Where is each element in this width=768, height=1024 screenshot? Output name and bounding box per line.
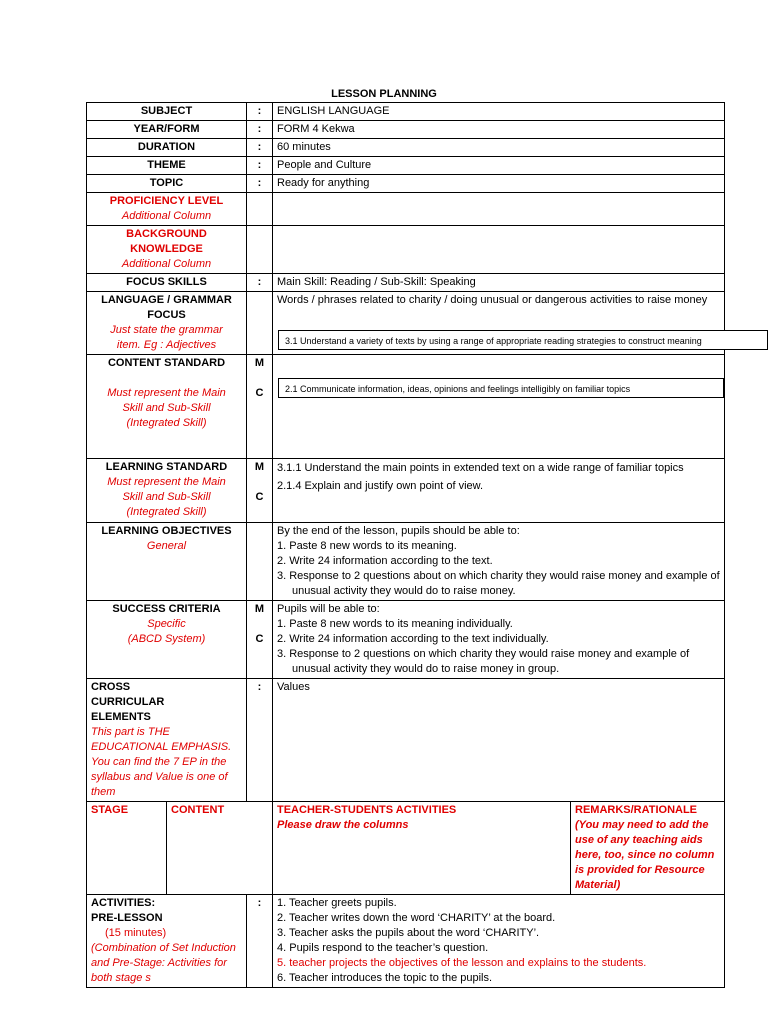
remarks-header: REMARKS/RATIONALE [575,804,698,816]
objectives-cell [87,523,247,601]
m-marker: M [254,357,265,369]
colon: : [247,103,273,121]
list-item: 2. Write 24 information according to the text. [277,555,493,567]
learning-standard-values [273,459,725,523]
empty-cell [247,523,273,601]
activities-header: TEACHER-STUDENTS ACTIVITIES [277,804,457,816]
row-learning-standard [87,459,725,523]
colon: : [247,139,273,157]
learning-standard-main: 3.1.1 Understand the main points in extended text on a wide range of familiar topics [277,462,684,474]
prelesson-label-1: ACTIVITIES: [91,897,156,909]
row-subject [87,103,725,121]
row-header [87,802,725,895]
success-cell [87,601,247,679]
success-list [277,617,720,677]
content-header: CONTENT [167,802,273,895]
list-item: 3. Teacher asks the pupils about the word ‘CHARITY’. [277,927,540,939]
row-background [87,226,725,274]
row-topic [87,175,725,193]
list-item: 1. Teacher greets pupils. [277,897,397,909]
row-theme [87,157,725,175]
empty-cell [247,226,273,274]
mc-cell [247,459,273,523]
focus-label: FOCUS SKILLS [87,274,247,292]
content-standard-sub-box: 2.1 Communicate information, ideas, opinions and feelings intelligibly on familiar topics [278,378,724,398]
colon: : [247,157,273,175]
colon: : [247,274,273,292]
list-item: 3. Response to 2 questions on which charity they would raise money and example of unusual activity they would do to raise money in group. [277,648,690,675]
content-standard-cell [87,355,247,459]
list-item: 3. Response to 2 questions about on which charity they would raise money and example of unusual activity they would do to raise money. [277,570,720,597]
row-success [87,601,725,679]
proficiency-label: PROFICIENCY LEVEL [109,195,224,207]
lesson-plan-table [86,102,725,988]
list-item: 1. Paste 8 new words to its meaning. [277,540,457,552]
subject-value: ENGLISH LANGUAGE [273,103,725,121]
colon: : [247,121,273,139]
c-marker: C [255,633,264,645]
row-year [87,121,725,139]
proficiency-cell [87,193,247,226]
success-label: SUCCESS CRITERIA [112,603,221,615]
language-label: LANGUAGE / GRAMMAR FOCUS [101,294,232,321]
colon: : [247,679,273,802]
empty-cell [247,292,273,355]
row-objectives [87,523,725,601]
year-value: FORM 4 Kekwa [273,121,725,139]
row-proficiency [87,193,725,226]
c-marker: C [255,491,264,503]
list-item: 6. Teacher introduces the topic to the pupils. [277,972,493,984]
objectives-intro: By the end of the lesson, pupils should be able to: [277,525,520,537]
cross-note: This part is THE EDUCATIONAL EMPHASIS. You can find the 7 EP in the syllabus and Value is one of them [91,726,232,798]
c-marker: C [255,387,264,399]
content-standard-note: Must represent the Main Skill and Sub-Skill (Integrated Skill) [107,387,226,429]
topic-label: TOPIC [87,175,247,193]
background-cell [87,226,247,274]
duration-value: 60 minutes [273,139,725,157]
list-item: 5. teacher projects the objectives of the lesson and explains to the students. [277,957,647,969]
empty-cell [273,226,725,274]
row-prelesson [87,895,725,988]
empty-cell [273,193,725,226]
topic-value: Ready for anything [273,175,725,193]
objectives-note: General [146,540,187,552]
learning-standard-sub: 2.1.4 Explain and justify own point of view. [277,480,484,492]
theme-label: THEME [87,157,247,175]
stage-header: STAGE [87,802,167,895]
success-intro: Pupils will be able to: [277,603,380,615]
remarks-header-note: (You may need to add the use of any teaching aids here, too, since no column is provided for Resource Material) [575,819,715,891]
prelesson-steps [273,895,725,988]
learning-standard-cell [87,459,247,523]
row-cross-curricular [87,679,725,802]
focus-value: Main Skill: Reading / Sub-Skill: Speaking [273,274,725,292]
m-marker: M [254,461,265,473]
activities-header-cell [273,802,571,895]
remarks-header-cell [571,802,725,895]
year-label: YEAR/FORM [87,121,247,139]
content-standard-label: CONTENT STANDARD [107,357,226,369]
cross-cell [87,679,247,802]
colon: : [247,895,273,988]
activities-header-note: Please draw the columns [277,819,409,831]
cross-label: CROSS CURRICULAR ELEMENTS [91,681,165,723]
mc-cell [247,601,273,679]
success-note-1: Specific [147,618,186,630]
colon: : [247,175,273,193]
list-item: 4. Pupils respond to the teacher’s question. [277,942,489,954]
theme-value: People and Culture [273,157,725,175]
prelesson-duration: (15 minutes) [105,927,167,939]
learning-standard-note: Must represent the Main Skill and Sub-Skill (Integrated Skill) [107,476,226,518]
row-duration [87,139,725,157]
language-note: Just state the grammar item. Eg : Adjectives [110,324,223,351]
language-value: Words / phrases related to charity / doing unusual or dangerous activities to raise money [273,292,725,355]
row-focus [87,274,725,292]
objectives-list [277,539,720,599]
success-note-2: (ABCD System) [127,633,206,645]
m-marker: M [254,603,265,615]
row-content-standard [87,355,725,459]
background-label: BACKGROUND KNOWLEDGE [126,228,207,255]
page-title: LESSON PLANNING [331,88,437,100]
objectives-values [273,523,725,601]
duration-label: DURATION [87,139,247,157]
language-cell [87,292,247,355]
prelesson-note: (Combination of Set Induction and Pre-Stage: Activities for both stage s [91,942,236,984]
prelesson-cell [87,895,247,988]
list-item: 2. Teacher writes down the word ‘CHARITY’ at the board. [277,912,556,924]
cross-value: Values [273,679,725,802]
objectives-label: LEARNING OBJECTIVES [101,525,232,537]
list-item: 2. Write 24 information according to the text individually. [277,633,549,645]
proficiency-note: Additional Column [121,210,212,222]
list-item: 1. Paste 8 new words to its meaning individually. [277,618,513,630]
learning-standard-label: LEARNING STANDARD [105,461,228,473]
content-standard-main-box: 3.1 Understand a variety of texts by using a range of appropriate reading strategies to construct meaning [278,330,768,350]
background-note: Additional Column [121,258,212,270]
empty-cell [247,193,273,226]
mc-cell [247,355,273,459]
content-standard-boxes-cell [273,355,725,459]
subject-label: SUBJECT [87,103,247,121]
prelesson-label-2: PRE-LESSON [91,912,163,924]
success-values [273,601,725,679]
